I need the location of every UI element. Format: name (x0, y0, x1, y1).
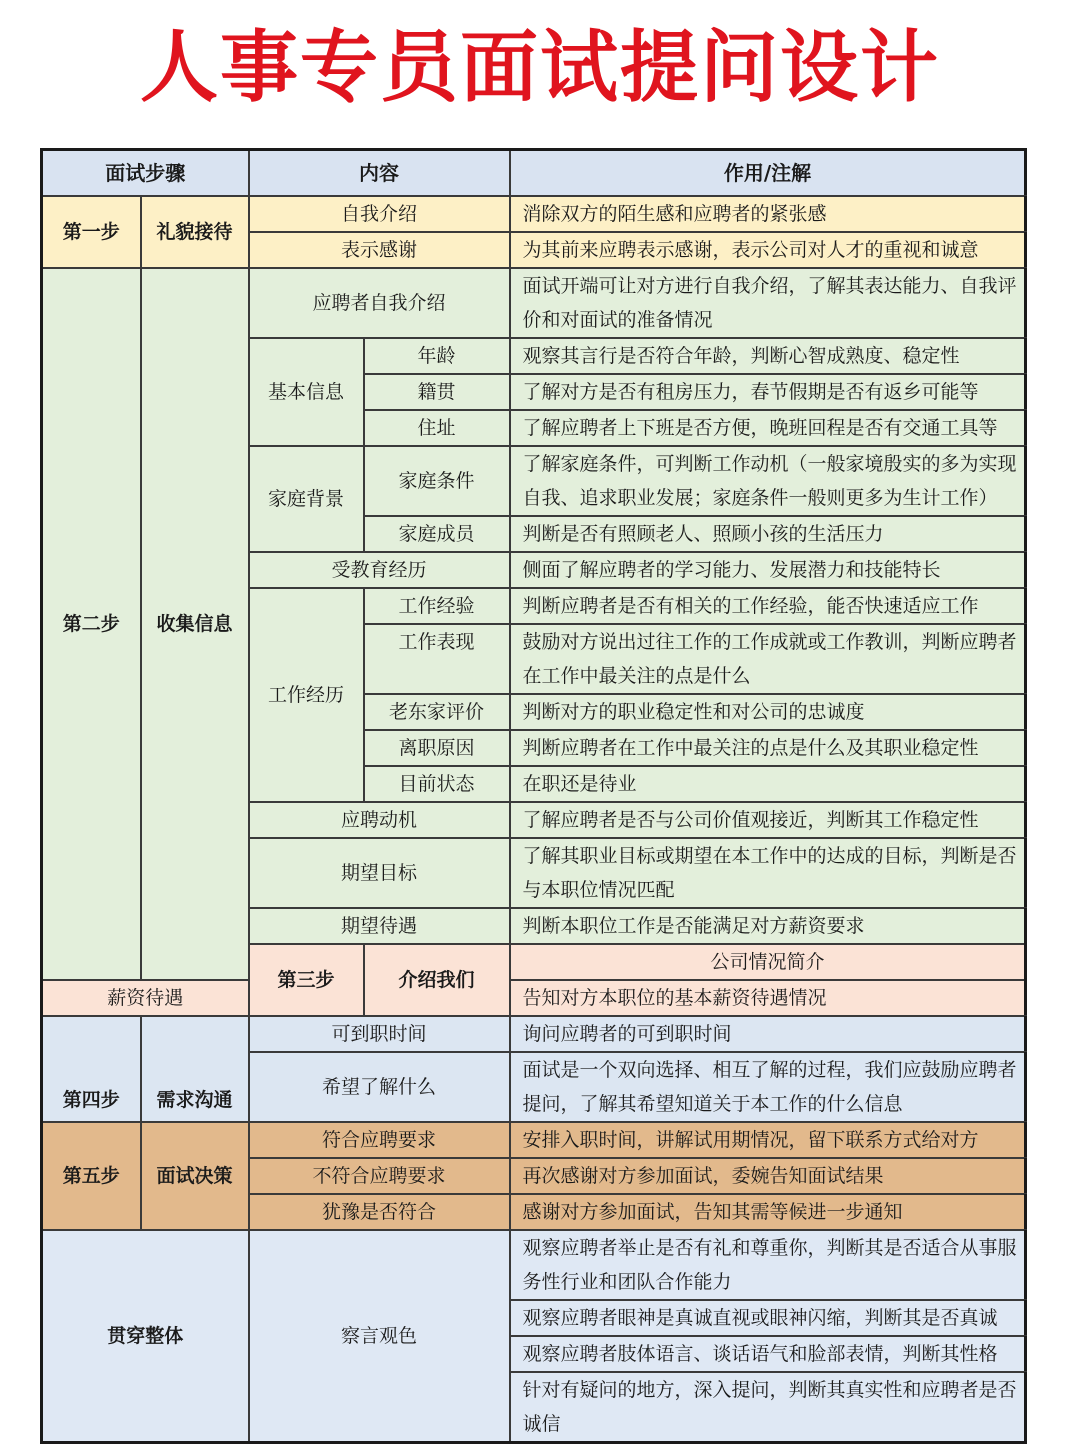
note-cell: 询问应聘者的可到职时间 (510, 1016, 1026, 1052)
note-cell: 判断应聘者在工作中最关注的点是什么及其职业稳定性 (510, 730, 1026, 766)
note-cell: 了解对方是否有租房压力，春节假期是否有返乡可能等 (510, 374, 1026, 410)
content-cell: 薪资待遇 (42, 980, 249, 1016)
table-row (42, 980, 1026, 1016)
note-cell: 判断本职位工作是否能满足对方薪资要求 (510, 908, 1026, 944)
content-cell: 应聘动机 (249, 802, 510, 838)
table-header-row (42, 150, 1026, 197)
content-cell: 受教育经历 (249, 552, 510, 588)
table-row (42, 1122, 1026, 1158)
note-cell: 了解应聘者是否与公司价值观接近，判断其工作稳定性 (510, 802, 1026, 838)
content-cell: 家庭条件 (364, 446, 510, 516)
step-name: 介绍我们 (364, 944, 510, 1016)
content-cell: 目前状态 (364, 766, 510, 802)
content-cell: 希望了解什么 (249, 1052, 510, 1122)
note-cell: 面试是一个双向选择、相互了解的过程，我们应鼓励应聘者提问，了解其希望知道关于本工作的什么信息 (510, 1052, 1026, 1122)
content-cell: 察言观色 (249, 1230, 510, 1443)
content-cell: 工作经验 (364, 588, 510, 624)
content-cell: 可到职时间 (249, 1016, 510, 1052)
content-cell: 不符合应聘要求 (249, 1158, 510, 1194)
note-cell: 了解其职业目标或期望在本工作中的达成的目标，判断是否与本职位情况匹配 (510, 838, 1026, 908)
note-cell: 消除双方的陌生感和应聘者的紧张感 (510, 196, 1026, 232)
note-cell: 观察应聘者肢体语言、谈话语气和脸部表情，判断其性格 (510, 1336, 1026, 1372)
content-cell: 家庭成员 (364, 516, 510, 552)
note-cell: 侧面了解应聘者的学习能力、发展潜力和技能特长 (510, 552, 1026, 588)
note-cell: 安排入职时间，讲解试用期情况，留下联系方式给对方 (510, 1122, 1026, 1158)
step-label: 第四步 (42, 1016, 141, 1122)
note-cell: 感谢对方参加面试，告知其需等候进一步通知 (510, 1194, 1026, 1230)
group-cell: 家庭背景 (249, 446, 364, 552)
note-cell: 观察应聘者举止是否有礼和尊重你，判断其是否适合从事服务性行业和团队合作能力 (510, 1230, 1026, 1300)
note-cell: 观察其言行是否符合年龄，判断心智成熟度、稳定性 (510, 338, 1026, 374)
header-step: 面试步骤 (42, 150, 249, 197)
note-cell: 在职还是待业 (510, 766, 1026, 802)
note-cell: 告知对方本职位的基本薪资待遇情况 (510, 980, 1026, 1016)
note-cell: 面试开端可让对方进行自我介绍，了解其表达能力、自我评价和对面试的准备情况 (510, 268, 1026, 338)
step-label: 第二步 (42, 268, 141, 980)
content-cell: 期望待遇 (249, 908, 510, 944)
interview-question-table (40, 148, 1027, 1444)
note-cell: 了解家庭条件，可判断工作动机（一般家境殷实的多为实现自我、追求职业发展；家庭条件一般则更多为生计工作） (510, 446, 1026, 516)
step-name: 面试决策 (141, 1122, 249, 1230)
step-label: 第五步 (42, 1122, 141, 1230)
step-label: 第三步 (249, 944, 364, 1016)
note-cell: 观察应聘者眼神是真诚直视或眼神闪缩，判断其是否真诚 (510, 1300, 1026, 1336)
content-cell: 期望目标 (249, 838, 510, 908)
content-cell: 公司情况简介 (510, 944, 1026, 980)
content-cell: 住址 (364, 410, 510, 446)
table-row (42, 196, 1026, 232)
content-cell: 自我介绍 (249, 196, 510, 232)
note-cell: 鼓励对方说出过往工作的工作成就或工作教训，判断应聘者在工作中最关注的点是什么 (510, 624, 1026, 694)
note-cell: 针对有疑问的地方，深入提问，判断其真实性和应聘者是否诚信 (510, 1372, 1026, 1443)
step-name: 需求沟通 (141, 1016, 249, 1122)
note-cell: 判断应聘者是否有相关的工作经验，能否快速适应工作 (510, 588, 1026, 624)
content-cell: 工作表现 (364, 624, 510, 694)
note-cell: 判断是否有照顾老人、照顾小孩的生活压力 (510, 516, 1026, 552)
content-cell: 符合应聘要求 (249, 1122, 510, 1158)
note-cell: 再次感谢对方参加面试，委婉告知面试结果 (510, 1158, 1026, 1194)
group-cell: 工作经历 (249, 588, 364, 802)
content-cell: 应聘者自我介绍 (249, 268, 510, 338)
note-cell: 为其前来应聘表示感谢，表示公司对人才的重视和诚意 (510, 232, 1026, 268)
content-cell: 表示感谢 (249, 232, 510, 268)
header-content: 内容 (249, 150, 510, 197)
table-row (42, 1016, 1026, 1052)
header-notes: 作用/注解 (510, 150, 1026, 197)
note-cell: 判断对方的职业稳定性和对公司的忠诚度 (510, 694, 1026, 730)
content-cell: 离职原因 (364, 730, 510, 766)
page-title: 人事专员面试提问设计 (139, 23, 940, 113)
note-cell: 了解应聘者上下班是否方便，晚班回程是否有交通工具等 (510, 410, 1026, 446)
step-name: 礼貌接待 (141, 196, 249, 268)
step-label: 第一步 (42, 196, 141, 268)
content-cell: 年龄 (364, 338, 510, 374)
overall-label: 贯穿整体 (42, 1230, 249, 1443)
content-cell: 籍贯 (364, 374, 510, 410)
content-cell: 老东家评价 (364, 694, 510, 730)
group-cell: 基本信息 (249, 338, 364, 446)
content-cell: 犹豫是否符合 (249, 1194, 510, 1230)
step-name: 收集信息 (141, 268, 249, 980)
